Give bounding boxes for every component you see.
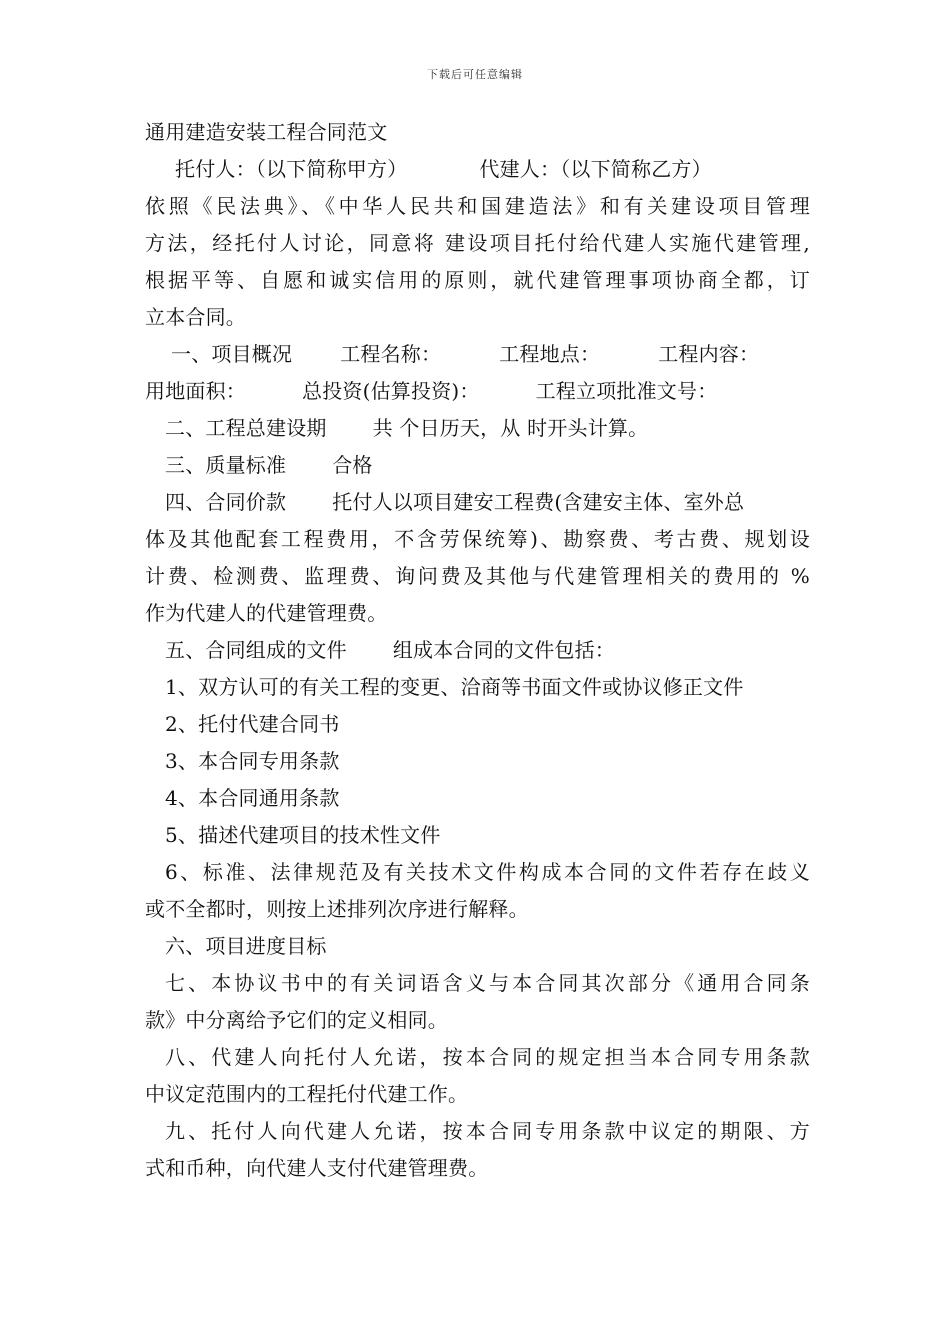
section-3-line — [145, 447, 810, 484]
section-4-line — [145, 484, 810, 521]
section-text: 共 个日历天，从 时开头计算。 — [372, 416, 649, 440]
list-item: 1、双方认可的有关工程的变更、洽商等书面文件或协议修正文件 — [165, 675, 744, 699]
field-label: 工程立项批准文号： — [535, 379, 718, 403]
paragraph-line: 中议定范围内的工程托付代建工作。 — [145, 1082, 469, 1106]
section-heading: 四、合同价款 — [165, 490, 287, 514]
paragraph-line: 式和币种，向代建人支付代建管理费。 — [145, 1156, 489, 1180]
section-heading: 二、工程总建设期 — [165, 416, 327, 440]
paragraph-line: 作为代建人的代建管理费。 — [145, 601, 388, 625]
paragraph-line: 立本合同。 — [145, 305, 246, 329]
client-party: 托付人：（以下简称甲方） — [175, 157, 408, 181]
section-heading: 五、合同组成的文件 — [165, 638, 347, 662]
paragraph-line: 方法，经托付人讨论，同意将 建设项目托付给代建人实施代建管理, — [145, 231, 810, 255]
section-5-line — [145, 632, 810, 669]
paragraph-line: 款》中分离给予它们的定义相同。 — [145, 1008, 448, 1032]
field-label: 总投资(估算投资)： — [302, 379, 480, 403]
parties-line — [145, 151, 810, 188]
paragraph-line: 或不全都时，则按上述排列次序进行解释。 — [145, 897, 529, 921]
section-6-line: 六、项目进度目标 — [165, 934, 327, 958]
field-label: 工程地点： — [499, 342, 601, 366]
document-title: 通用建造安装工程合同范文 — [145, 120, 388, 144]
page-header: 下载后可任意编辑 — [427, 68, 523, 81]
section-9-line: 九、托付人向代建人允诺，按本合同专用条款中议定的期限、方 — [165, 1119, 810, 1143]
section-text: 托付人以项目建安工程费(含建安主体、室外总 — [332, 490, 745, 514]
paragraph-line: 依照《民法典》、《中华人民共和国建造法》和有关建设项目管理 — [145, 194, 810, 218]
section-1-line — [145, 336, 810, 373]
field-label: 用地面积： — [145, 379, 246, 403]
section-heading: 三、质量标准 — [165, 453, 287, 477]
section-2-line — [145, 410, 810, 447]
list-item: 4、本合同通用条款 — [165, 786, 340, 810]
section-1-line-2 — [145, 373, 810, 410]
section-7-line: 七、本协议书中的有关词语含义与本合同其次部分《通用合同条 — [165, 971, 810, 995]
section-8-line: 八、代建人向托付人允诺，按本合同的规定担当本合同专用条款 — [165, 1045, 810, 1069]
paragraph-line: 根据平等、自愿和诚实信用的原则，就代建管理事项协商全都，订 — [145, 268, 810, 292]
list-item: 3、本合同专用条款 — [165, 749, 340, 773]
list-item: 2、托付代建合同书 — [165, 712, 340, 736]
paragraph-line: 计费、检测费、监理费、询问费及其他与代建管理相关的费用的 % — [145, 564, 810, 588]
agent-party: 代建人：（以下简称乙方） — [479, 157, 712, 181]
section-heading: 一、项目概况 — [171, 342, 293, 366]
paragraph-line: 体及其他配套工程费用，不含劳保统筹)、勘察费、考古费、规划设 — [145, 527, 810, 551]
field-label: 工程内容： — [658, 342, 760, 366]
field-label: 工程名称： — [340, 342, 442, 366]
list-item: 6、标准、法律规范及有关技术文件构成本合同的文件若存在歧义 — [165, 860, 810, 884]
list-item: 5、描述代建项目的技术性文件 — [165, 823, 441, 847]
section-text: 合格 — [332, 453, 373, 477]
section-text: 组成本合同的文件包括： — [392, 638, 616, 662]
document-body — [145, 114, 810, 1187]
